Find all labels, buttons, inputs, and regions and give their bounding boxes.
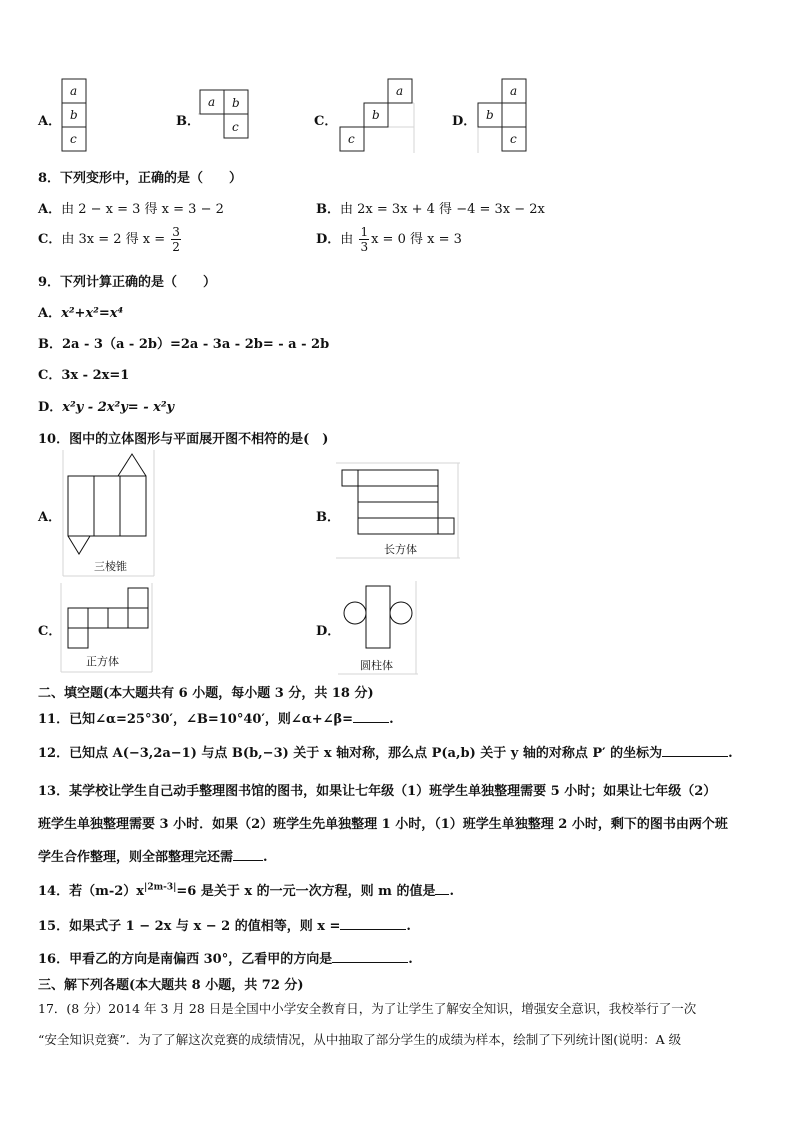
q7-d-cell-a: a — [510, 84, 518, 98]
q15: 15．如果式子 1 − 2x 与 x − 2 的值相等，则 x = . — [38, 919, 411, 934]
q7-a-cell-a: a — [70, 84, 78, 98]
q9-option-d: D．x²y - 2x²y= - x²y — [38, 400, 175, 415]
section-2-heading: 二、填空题(本大题共有 6 小题，每小题 3 分，共 18 分) — [38, 686, 374, 701]
q10-stem: 10．图中的立体图形与平面展开图不相符的是( ) — [38, 432, 329, 447]
q7-b-cell-c: c — [232, 120, 239, 134]
q7-option-b-label: B． — [176, 114, 200, 129]
q8-stem: 8．下列变形中，正确的是（ ） — [38, 171, 243, 186]
q9-option-a: A．x²+x²=x⁴ — [38, 306, 124, 321]
q10-option-c-figure — [60, 582, 154, 674]
q8-option-c: C．由 3x = 2 得 x = $\frac{3}{2}$ — [38, 225, 180, 254]
q7-d-cell-c: c — [510, 132, 517, 146]
q7-a-cell-b: b — [70, 108, 78, 122]
q7-option-d-figure — [474, 78, 532, 156]
section-3-heading: 三、解下列各题(本大题共 8 小题，共 72 分) — [38, 978, 304, 993]
q13-line2: 班学生单独整理需要 3 小时．如果（2）班学生先单独整理 1 小时，（1）班学生单独整理 2 小时，剩下的图书由两个班 — [38, 817, 728, 832]
q17-line1: 17．(8 分）2014 年 3 月 28 日是全国中小学安全教育日，为了让学生了解安全知识，增强安全意识，我校举行了一次 — [38, 1001, 697, 1016]
q16: 16．甲看乙的方向是南偏西 30°，乙看甲的方向是 . — [38, 952, 413, 967]
q12: 12．已知点 A(−3,2a−1) 与点 B(b,−3) 关于 x 轴对称，那么点 P(a,b) 关于 y 轴的对称点 P′ 的坐标为 . — [38, 746, 733, 761]
q10-option-d-figure — [338, 580, 420, 676]
q8-d-fraction: $\frac{1}{3}$ — [360, 225, 369, 254]
q9-option-b: B．2a - 3（a - 2b）=2a - 3a - 2b= - a - 2b — [38, 337, 330, 352]
q10-option-b-label: B． — [316, 510, 340, 525]
q7-option-b-figure — [198, 86, 254, 146]
q8-c-fraction: $\frac{3}{2}$ — [172, 225, 180, 254]
q10-option-d-label: D． — [316, 624, 341, 639]
q8-option-d: D．由 $\frac{1}{3}$ x = 0 得 x = 3 — [316, 225, 462, 254]
q10-option-a-figure — [62, 450, 156, 578]
q13-line3: 学生合作整理，则全部整理完还需 . — [38, 850, 268, 865]
q7-c-cell-a: a — [396, 84, 404, 98]
q10-option-c-label: C． — [38, 624, 62, 639]
q7-a-cell-c: c — [70, 132, 77, 146]
q10-b-caption: 长方体 — [384, 543, 417, 556]
q7-c-cell-b: b — [372, 108, 380, 122]
q9-option-c: C．3x - 2x=1 — [38, 368, 130, 383]
q17-line2: “安全知识竞赛”．为了了解这次竞赛的成绩情况，从中抽取了部分学生的成绩为样本，绘制了下列统计图(说明：A 级 — [38, 1032, 682, 1047]
q7-option-a-figure — [60, 78, 90, 153]
q13-line1: 13．某学校让学生自己动手整理图书馆的图书，如果让七年级（1）班学生单独整理需要 5 小时；如果让七年级（2） — [38, 784, 717, 799]
q7-b-cell-b: b — [232, 96, 240, 110]
q10-a-caption: 三棱锥 — [94, 560, 127, 573]
q11: 11．已知∠α=25°30′，∠B=10°40′，则∠α+∠β= . — [38, 712, 394, 727]
q10-option-a-label: A． — [38, 510, 62, 525]
q8-option-b: B．由 2x = 3x + 4 得 −4 = 3x − 2x — [316, 202, 545, 217]
q7-d-cell-b: b — [486, 108, 494, 122]
q7-option-a-label: A． — [38, 114, 62, 129]
q14: 14．若$(m-2)x^{|2m-3|}=6$ 是关于 x 的一元一次方程，则 m 的值是 . — [38, 882, 454, 899]
q7-option-d-label: D． — [452, 114, 477, 129]
q10-c-caption: 正方体 — [86, 655, 119, 668]
q10-d-caption: 圆柱体 — [360, 659, 393, 672]
q7-b-cell-a: a — [208, 95, 216, 109]
q7-option-c-figure — [336, 78, 416, 156]
q10-option-b-figure — [336, 462, 462, 560]
q7-c-cell-c: c — [348, 132, 355, 146]
q9-stem: 9．下列计算正确的是（ ） — [38, 275, 217, 290]
q8-option-a: A．由 2 − x = 3 得 x = 3 − 2 — [38, 202, 224, 217]
q7-option-c-label: C． — [314, 114, 338, 129]
